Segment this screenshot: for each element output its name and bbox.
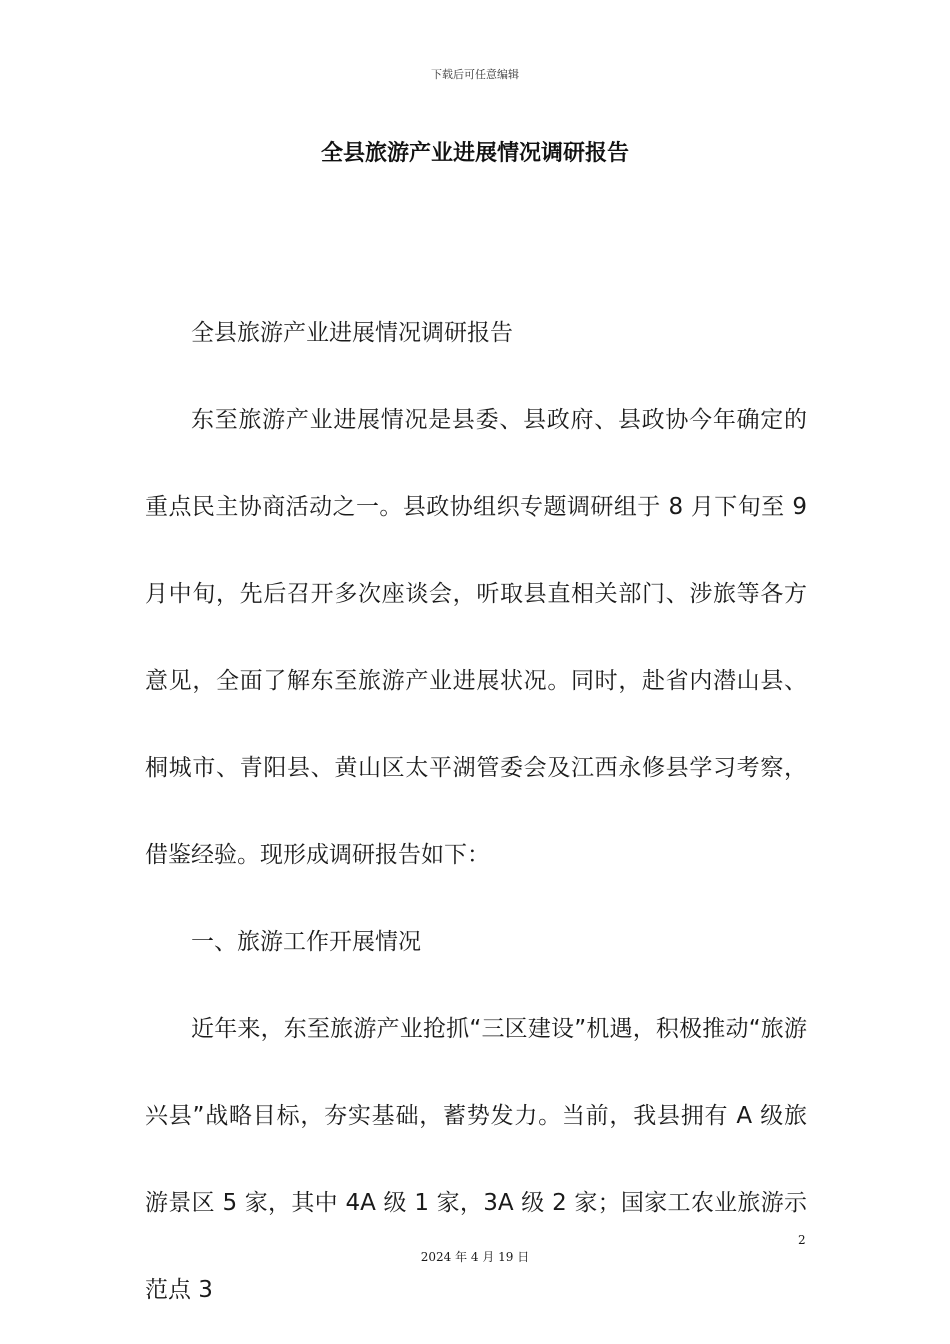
page-number: 2 — [798, 1233, 806, 1247]
document-title: 全县旅游产业进展情况调研报告 — [320, 141, 629, 166]
section-heading: 一、旅游工作开展情况 — [191, 929, 421, 955]
paragraph-section-1: 近年来，东至旅游产业抢抓“三区建设”机遇，积极推动“旅游兴县”战略目标，夯实基础，蓄势发力。当前，我县拥有 A 级旅游景区 5 家，其中 4A 级 1 家，3A 级 2 家；国家工农业旅游示范点 3 — [145, 1016, 807, 1303]
document-body — [145, 290, 807, 1334]
header-note: 下载后可任意编辑 — [431, 68, 519, 81]
footer-date: 2024 年 4 月 19 日 — [420, 1250, 530, 1264]
paragraph-subtitle: 全县旅游产业进展情况调研报告 — [191, 320, 513, 346]
paragraph-intro: 东至旅游产业进展情况是县委、县政府、县政协今年确定的重点民主协商活动之一。县政协组织专题调研组于 8 月下旬至 9 月中旬，先后召开多次座谈会，听取县直相关部门、涉旅等各方意见，全面了解东至旅游产业进展状况。同时，赴省内潜山县、桐城市、青阳县、黄山区太平湖管委会及江西永修县学习考察，借鉴经验。现形成调研报告如下： — [145, 407, 807, 868]
